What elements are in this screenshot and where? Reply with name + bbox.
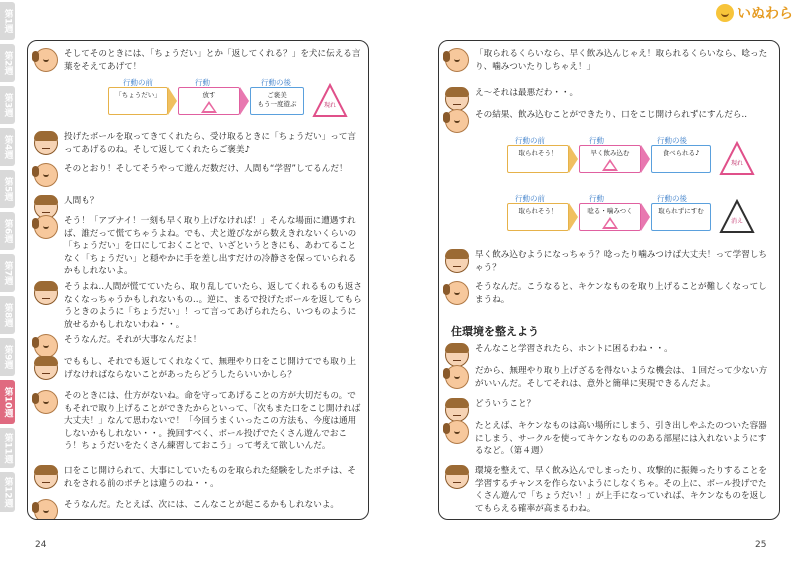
tab-week-2[interactable]: 第2週: [0, 44, 15, 82]
flow-label-before: 行動の前: [515, 136, 545, 145]
flow-label-after: 行動の後: [657, 194, 687, 203]
dialogue-text: そうなんだ。たとえば、次には、こんなことが起こるかもしれないよ。: [64, 500, 340, 510]
tab-week-12[interactable]: 第12週: [0, 472, 15, 512]
dialogue-row: [34, 499, 362, 520]
flow-label-after: 行動の後: [657, 136, 687, 145]
dialogue-row: [34, 334, 362, 358]
dialogue-text: 口をこじ開けられて、大事にしていたものを取られた経験をしたポチは、それをされる前のポチとは違うのね・・。: [64, 466, 357, 489]
dog-avatar: [34, 334, 58, 358]
dialogue-row: [34, 163, 362, 187]
dialogue-row: [34, 281, 362, 331]
dialogue-text: その結果、飲み込むことができたり、口をこじ開けられずにすんだら‥: [475, 110, 748, 120]
tab-week-7[interactable]: 第7週: [0, 254, 15, 292]
flow-arrow-icon: [569, 145, 578, 173]
dialogue-row: [445, 365, 773, 390]
dialogue-text: そのときには、仕方がないね。命を守ってあげることの方が大切だもの。でもそれで取り上げることができたからといって、「次もまた口をこじ開ければ大丈夫！」なんて思わないで！「今回うまくいったこの方法も、今度は通用しないかもしれない・・。挽回すべく、ボール投げでたくさん遊んでおこう！ちょうだいをたくさん練習しておこう」って考えて欲しいんだ。: [64, 391, 361, 451]
flow-box-after: 食べられる♪: [651, 145, 711, 173]
chapter-tabs: [0, 0, 18, 566]
triangle-icon: [602, 159, 618, 171]
human-avatar: [34, 131, 58, 155]
dog-avatar: [445, 281, 469, 305]
flow-label-after: 行動の後: [261, 78, 291, 87]
dialogue-row: [34, 390, 362, 453]
dog-avatar: [445, 365, 469, 389]
dog-avatar: [445, 48, 469, 72]
dog-avatar: [34, 163, 58, 187]
dialogue-text: だから、無理やり取り上げざるを得ないような機会は、１回だって少ない方がいいんだ。そしてそれは、意外と簡単に実現できるんだよ。: [475, 366, 768, 389]
sun-dog-icon: [716, 4, 734, 22]
flow-arrow-icon: [641, 145, 650, 173]
behavior-flow-diagram: [439, 193, 779, 243]
flow-box-before: 「ちょうだい」: [108, 87, 168, 115]
flow-label-behavior: 行動: [589, 136, 604, 145]
flow-arrow-icon: [240, 87, 249, 115]
flow-box-before: 取られそう！: [507, 203, 569, 231]
inuwara-logo: [716, 2, 798, 24]
human-avatar: [445, 87, 469, 111]
triangle-icon: [201, 101, 217, 113]
unhappy-stamp-icon: [719, 199, 755, 235]
dialogue-text: そうなんだ。こうなると、キケンなものを取り上げることが難しくなってしまうね。: [475, 282, 767, 305]
dialogue-row: [34, 48, 362, 73]
svg-text:現れ: 現れ: [323, 102, 337, 109]
behavior-flow-diagram: [28, 77, 368, 129]
tab-week-1[interactable]: 第1週: [0, 2, 15, 40]
dialogue-text: そうよね‥人間が慌てていたら、取り乱していたら、返してくれるものも返さなくなっちゃうかもしれないもの‥。逆に、まるで投げたボールを返してもらうときのように「ちょうだい」！って言ってあげられたら、いつものように放せるかもしれないわね・・。: [64, 282, 362, 330]
dialogue-row: [445, 87, 773, 111]
flow-box-after: ご褒美 もう一度遊ぶ: [250, 87, 304, 115]
tab-week-5[interactable]: 第5週: [0, 170, 15, 208]
page-number-right: 25: [755, 540, 767, 550]
human-avatar: [34, 356, 58, 380]
tab-week-9[interactable]: 第9週: [0, 338, 15, 376]
dog-avatar: [34, 390, 58, 414]
right-page: [438, 40, 780, 520]
tab-week-11[interactable]: 第11週: [0, 428, 15, 468]
dialogue-row: [445, 48, 773, 73]
flow-arrow-icon: [569, 203, 578, 231]
dialogue-text: 人間も？: [64, 196, 99, 206]
dog-avatar: [34, 48, 58, 72]
dialogue-row: [34, 131, 362, 156]
human-avatar: [34, 465, 58, 489]
tab-week-8[interactable]: 第8週: [0, 296, 15, 334]
dog-avatar: [34, 215, 58, 239]
flow-box-before: 取られそう！: [507, 145, 569, 173]
human-avatar: [34, 281, 58, 305]
tab-week-10[interactable]: 第10週: [0, 380, 15, 424]
dialogue-row: [445, 465, 773, 515]
happy-stamp-icon: [312, 83, 348, 119]
dialogue-text: 「取られるくらいなら、早く飲み込んじゃえ！取られるくらいなら、唸ったり、噛みついたりしちゃえ！」: [475, 49, 768, 72]
logo-text: いぬわら: [737, 6, 793, 22]
human-avatar: [445, 249, 469, 273]
happy-stamp-icon: [719, 141, 755, 177]
flow-arrow-icon: [641, 203, 650, 231]
svg-text:現れ: 現れ: [730, 160, 744, 167]
tab-week-4[interactable]: 第4週: [0, 128, 15, 166]
flow-label-behavior: 行動: [589, 194, 604, 203]
flow-label-before: 行動の前: [515, 194, 545, 203]
dog-avatar: [445, 109, 469, 133]
flow-box-behavior: 唸る・噛みつく: [579, 203, 641, 231]
dog-avatar: [445, 420, 469, 444]
dialogue-text: 投げたボールを取ってきてくれたら、受け取るときに「ちょうだい」って言ってあげるのね。そして返してくれたらご褒美♪: [64, 132, 357, 155]
dialogue-text: でももし、それでも返してくれなくて、無理やり口をこじ開けてでも取り上げなければならないことがあったらどうしたらいいかしら？: [64, 357, 357, 380]
dialogue-text: そのとおり！そしてそうやって遊んだ数だけ、人間も“学習”してるんだ！: [64, 164, 348, 174]
flow-label-before: 行動の前: [123, 78, 153, 87]
dialogue-row: [34, 356, 362, 381]
dialogue-text: そんなこと学習されたら、ホントに困るわね・・。: [475, 344, 673, 354]
dialogue-text: 早く飲み込むようになっちゃう？唸ったり噛みつけば大丈夫！って学習しちゃう？: [475, 250, 768, 273]
section-heading: 住環境を整えよう: [451, 325, 539, 338]
human-avatar: [445, 343, 469, 367]
dialogue-row: [445, 109, 773, 133]
dialogue-text: どういうこと？: [475, 399, 536, 409]
tab-week-3[interactable]: 第3週: [0, 86, 15, 124]
flow-box-behavior: 放す: [178, 87, 240, 115]
dialogue-row: [34, 215, 362, 278]
tab-week-6[interactable]: 第6週: [0, 212, 15, 250]
flow-box-after: 取られずにすむ: [651, 203, 711, 231]
dog-avatar: [34, 499, 58, 520]
triangle-icon: [602, 217, 618, 229]
dialogue-text: そう！「アブナイ！一刻も早く取り上げなければ！」そんな場面に遭遇すれば、誰だって慌てちゃうよね。でも、犬と遊びながら数えきれないくらいの「ちょうだい」を口にしておくことで、いざというときにも、あわてることなく「ちょうだい」と穏やかに手を差し出すだけの冷静さを保っていられるかもしれないよ。: [64, 216, 357, 276]
behavior-flow-diagram: [439, 135, 779, 185]
dialogue-text: え〜それは最悪だわ・・。: [475, 88, 579, 98]
dialogue-text: たとえば、キケンなものは高い場所にしまう、引き出しやふたのついた容器にしまう、サークルを使ってキケンなもののある部屋には入れないようにするなど。（第４週）: [475, 421, 767, 456]
dialogue-row: [445, 420, 773, 458]
human-avatar: [445, 398, 469, 422]
dialogue-row: [445, 343, 773, 367]
svg-text:消え: 消え: [730, 218, 744, 225]
flow-box-behavior: 早く飲み込む: [579, 145, 641, 173]
dialogue-text: そしてそのときには、「ちょうだい」とか「返してくれる？」を犬に伝える言葉をそえてあげて！: [64, 49, 361, 72]
dialogue-text: 環境を整えて、早く飲み込んでしまったり、攻撃的に振舞ったりすることを学習するチャンスを作らないようにしなくちゃ。その上に、ボール投げでたくさん遊んで「ちょうだい！」が上手になっていれば、キケンなものを返してもらえる確率が高まるわね。: [475, 466, 768, 514]
page-number-left: 24: [35, 540, 47, 550]
dialogue-row: [445, 398, 773, 422]
dialogue-row: [445, 249, 773, 274]
left-page: [27, 40, 369, 520]
human-avatar: [445, 465, 469, 489]
dialogue-text: そうなんだ。それが大事なんだよ！: [64, 335, 202, 345]
flow-arrow-icon: [168, 87, 177, 115]
dialogue-row: [445, 281, 773, 306]
flow-label-behavior: 行動: [195, 78, 210, 87]
dialogue-row: [34, 465, 362, 490]
